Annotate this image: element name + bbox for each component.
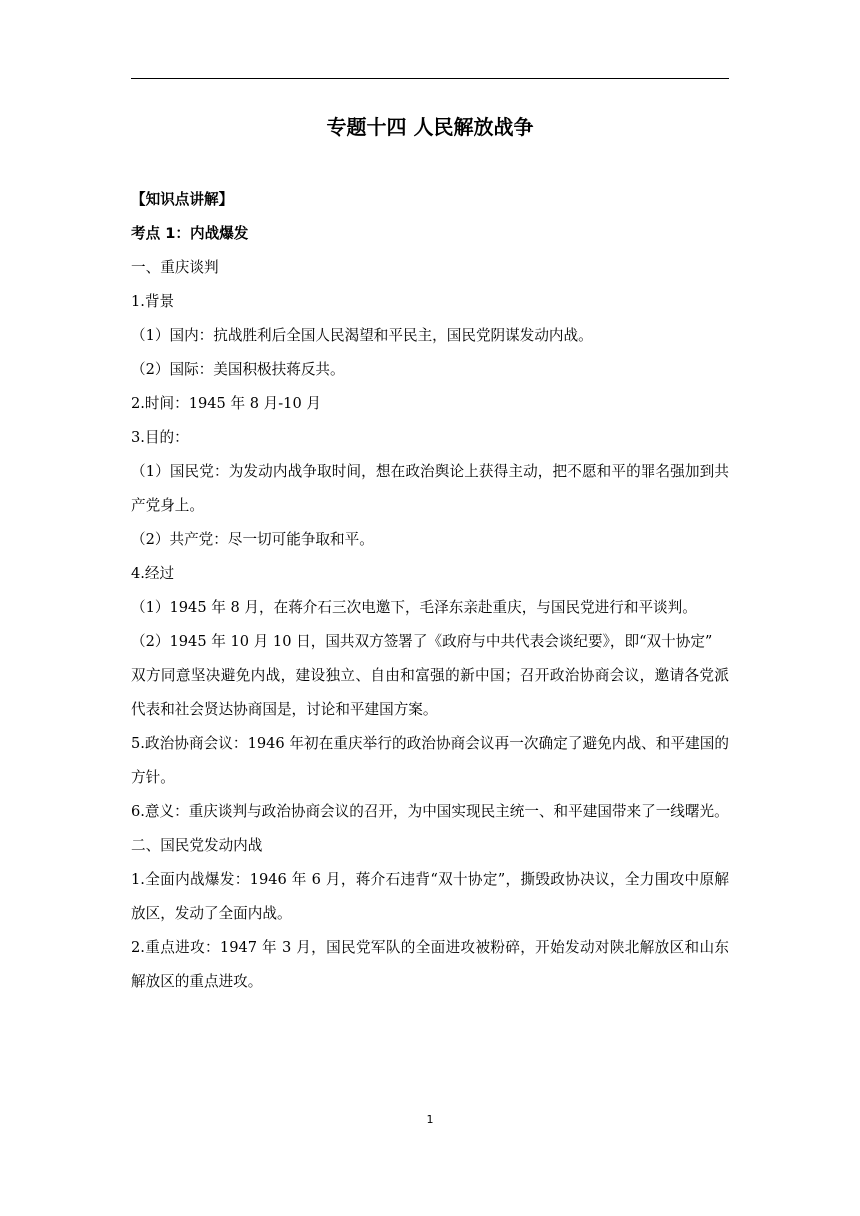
paragraph-13: 5.政治协商会议：1946 年初在重庆举行的政治协商会议再一次确定了避免内战、和平建国的方针。 (131, 735, 729, 786)
paragraph-2: 1.背景 (131, 293, 175, 310)
paragraph-5: 2.时间：1945 年 8 月-10 月 (131, 395, 321, 412)
paragraph-3: （1）国内：抗战胜利后全国人民渴望和平民主，国民党阴谋发动内战。 (131, 327, 593, 344)
paragraph-14: 6.意义：重庆谈判与政治协商会议的召开，为中国实现民主统一、和平建国带来了一线曙光。 (131, 803, 729, 820)
paragraph-4: （2）国际：美国积极扶蒋反共。 (131, 361, 345, 378)
paragraph-6: 3.目的： (131, 429, 189, 446)
paragraph-1: 一、重庆谈判 (131, 259, 219, 276)
paragraph-16: 1.全面内战爆发：1946 年 6 月，蒋介石违背“双十协定”，撕毁政协决议，全力围攻中原解放区，发动了全面内战。 (131, 871, 729, 922)
paragraph-10: （1）1945 年 8 月，在蒋介石三次电邀下，毛泽东亲赴重庆，与国民党进行和平谈判。 (131, 599, 697, 616)
page-title: 专题十四 人民解放战争 (326, 115, 534, 139)
header-rule (131, 78, 729, 79)
kaodian-heading: 考点 1：内战爆发 (131, 225, 249, 242)
paragraph-17: 2.重点进攻：1947 年 3 月，国民党军队的全面进攻被粉碎，开始发动对陕北解放区和山东解放区的重点进攻。 (131, 939, 729, 990)
section-heading: 【知识点讲解】 (131, 191, 234, 208)
paragraph-12: 双方同意坚决避免内战，建设独立、自由和富强的新中国；召开政治协商会议，邀请各党派代表和社会贤达协商国是，讨论和平建国方案。 (131, 667, 729, 718)
paragraph-11: （2）1945 年 10 月 10 日，国共双方签署了《政府与中共代表会谈纪要》，即“双十协定” (131, 633, 713, 650)
page-number: 1 (426, 1113, 434, 1126)
paragraph-9: 4.经过 (131, 565, 175, 582)
paragraph-7: （1）国民党：为发动内战争取时间，想在政治舆论上获得主动，把不愿和平的罪名强加到共产党身上。 (131, 463, 729, 514)
document-body (131, 183, 729, 999)
paragraph-8: （2）共产党：尽一切可能争取和平。 (131, 531, 374, 548)
paragraph-15: 二、国民党发动内战 (131, 837, 263, 854)
